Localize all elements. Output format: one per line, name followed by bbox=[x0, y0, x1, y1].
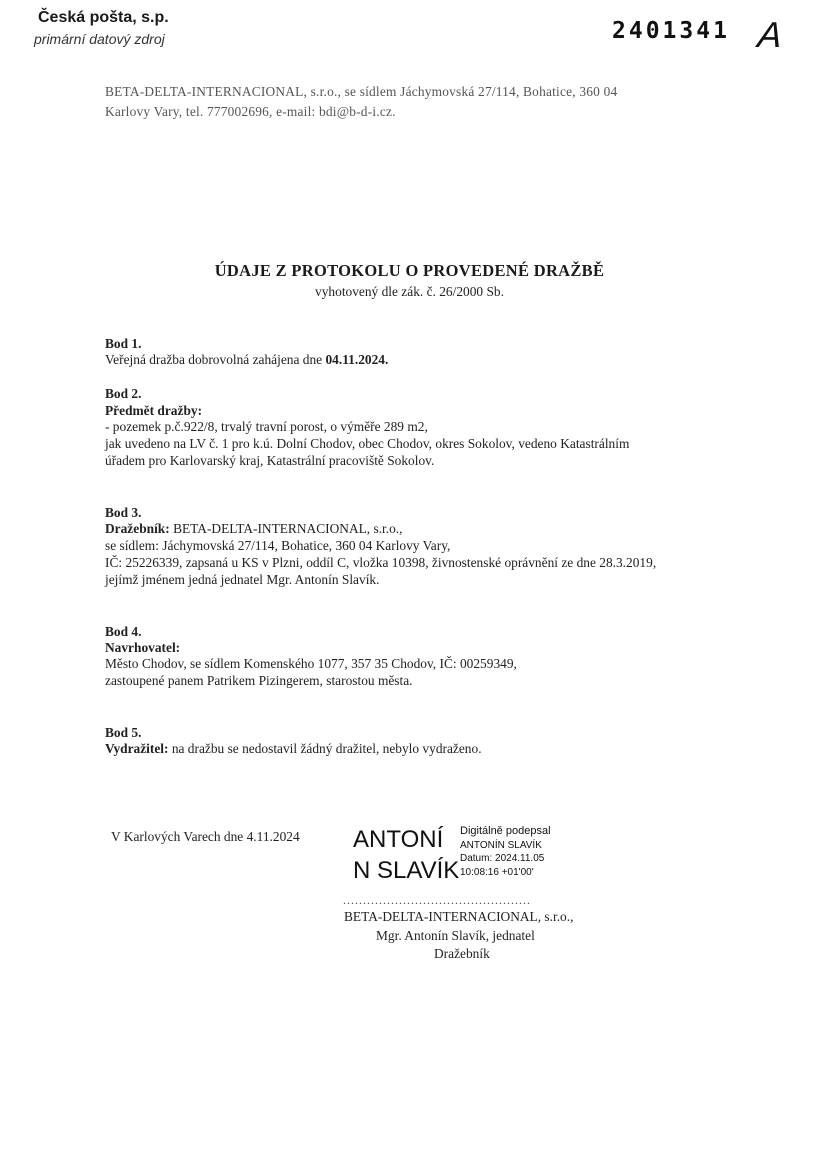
signing-place-date: V Karlových Varech dne 4.11.2024 bbox=[111, 829, 300, 844]
document-subtitle: vyhotovený dle zák. č. 26/2000 Sb. bbox=[315, 284, 504, 299]
digital-signature-details bbox=[460, 825, 551, 879]
section-heading-bod4: Bod 4. bbox=[105, 624, 142, 639]
bod3-first-line bbox=[105, 521, 403, 537]
bod3-line: jejímž jménem jedná jednatel Mgr. Antonín Slavík. bbox=[105, 572, 380, 587]
signature-detail-line: Datum: 2024.11.05 bbox=[460, 853, 545, 864]
section-heading-bod1: Bod 1. bbox=[105, 336, 142, 351]
digital-signature-name-line: N SLAVÍK bbox=[353, 857, 460, 884]
bod3-company: BETA-DELTA-INTERNACIONAL, s.r.o., bbox=[169, 521, 403, 536]
bod2-line: úřadem pro Karlovarský kraj, Katastrální pracoviště Sokolov. bbox=[105, 453, 435, 468]
bod2-line: - pozemek p.č.922/8, trvalý travní porost, o výměře 289 m2, bbox=[105, 419, 428, 434]
bod3-line: se sídlem: Jáchymovská 27/114, Bohatice, 360 04 Karlovy Vary, bbox=[105, 538, 451, 553]
digital-signature-name-line: ANTONÍ bbox=[353, 826, 444, 853]
bod2-line: jak uvedeno na LV č. 1 pro k.ú. Dolní Chodov, obec Chodov, okres Sokolov, vedeno Katastrálním bbox=[105, 436, 630, 451]
section-heading-bod3: Bod 3. bbox=[105, 505, 142, 520]
bod5-label: Vydražitel: bbox=[105, 741, 169, 756]
digital-signature-name bbox=[353, 824, 459, 886]
signatory-role: Dražebník bbox=[434, 946, 490, 961]
bod1-text: Veřejná dražba dobrovolná zahájena dne bbox=[105, 352, 326, 367]
bod4-line: Město Chodov, se sídlem Komenského 1077, 357 35 Chodov, IČ: 00259349, bbox=[105, 656, 517, 671]
document-number: 2401341 bbox=[612, 18, 730, 44]
bod1-date: 04.11.2024. bbox=[325, 352, 389, 367]
signatory-company: BETA-DELTA-INTERNACIONAL, s.r.o., bbox=[344, 909, 574, 924]
bod3-line: IČ: 25226339, zapsaná u KS v Plzni, oddíl C, vložka 10398, živnostenské oprávnění ze dne 28.3.2019, bbox=[105, 555, 657, 570]
document-title: ÚDAJE Z PROTOKOLU O PROVEDENÉ DRAŽBĚ bbox=[214, 261, 605, 280]
bod4-label: Navrhovatel: bbox=[105, 640, 181, 655]
postal-stamp-subtitle: primární datový zdroj bbox=[34, 31, 165, 47]
bod3-label: Dražebník: bbox=[105, 521, 170, 536]
signature-dotted-line: ............................................... bbox=[343, 893, 531, 907]
signature-detail-line: ANTONÍN SLAVÍK bbox=[460, 839, 542, 851]
bod4-line: zastoupené panem Patrikem Pizingerem, starostou města. bbox=[105, 673, 413, 688]
postal-stamp-org: Česká pošta, s.p. bbox=[38, 9, 169, 26]
section-heading-bod2: Bod 2. bbox=[105, 386, 142, 401]
letterhead-line-1 bbox=[105, 84, 705, 100]
document-number-suffix: A bbox=[755, 14, 785, 55]
signature-detail-line: 10:08:16 +01'00' bbox=[460, 866, 534, 878]
bod2-label: Předmět dražby: bbox=[105, 403, 203, 418]
bod5-text: na dražbu se nedostavil žádný dražitel, nebylo vydraženo. bbox=[168, 741, 482, 756]
section-heading-bod5: Bod 5. bbox=[105, 725, 142, 740]
letterhead-line-2: Karlovy Vary, tel. 777002696, e-mail: bdi@b-d-i.cz. bbox=[105, 104, 396, 119]
letterhead-company: BETA-DELTA-INTERNACIONAL, bbox=[105, 84, 308, 99]
signatory-person: Mgr. Antonín Slavík, jednatel bbox=[376, 928, 535, 943]
signature-detail-line: Digitálně podepsal bbox=[460, 825, 551, 837]
bod5-line bbox=[105, 741, 482, 757]
section-bod1-text bbox=[105, 352, 388, 368]
letterhead-address: s.r.o., se sídlem Jáchymovská 27/114, Bohatice, 360 04 bbox=[310, 84, 618, 99]
